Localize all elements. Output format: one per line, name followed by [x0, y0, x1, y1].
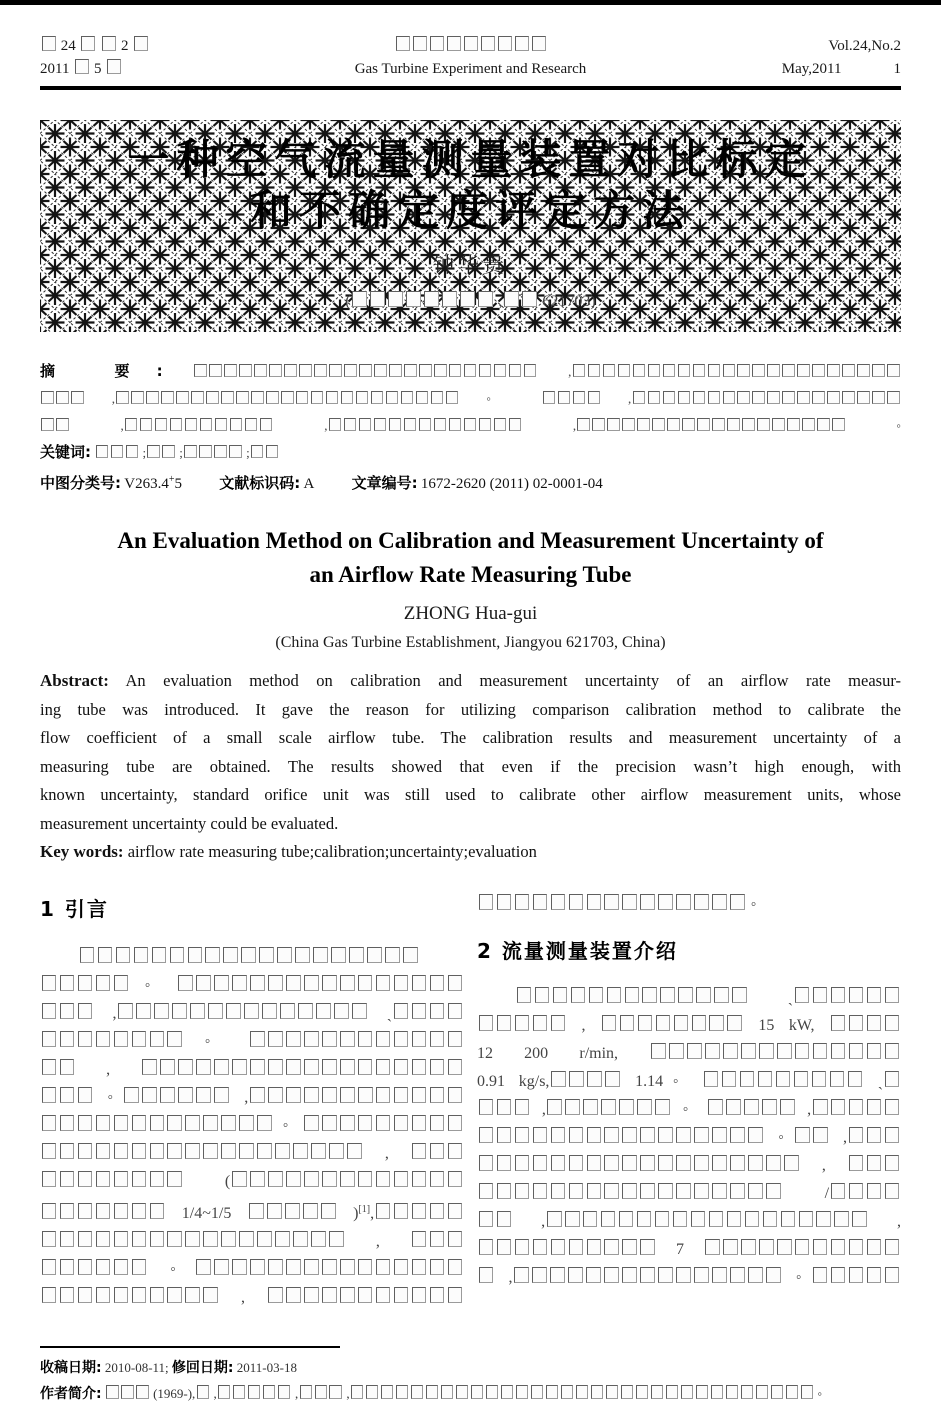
article-no-value: 1672-2620 (2011) 02-0001-04 — [420, 476, 603, 492]
article-title-cn-line2: 和不确定度评定方法 — [249, 186, 691, 235]
article-title-en-line1: An Evaluation Method on Calibration and Measurement Uncertainty of — [117, 528, 824, 553]
body-line — [40, 944, 464, 972]
abstract-en-line-3: flow coefficient of a small scale airflow tube. The calibration results and measurement uncertainty of a — [40, 728, 901, 747]
dates-line — [40, 1355, 901, 1381]
abstract-cn-label: 摘 要: — [40, 362, 163, 380]
clc-label: 中图分类号: — [40, 474, 121, 492]
classification-line — [40, 466, 901, 498]
body-line: ( — [40, 1168, 464, 1196]
body-line: / — [477, 1180, 901, 1208]
keywords-en-line: Key words: airflow rate measuring tube;calibration;uncertainty;evaluation — [40, 842, 537, 861]
section-2-heading: 2 流量测量装置介绍 — [477, 938, 678, 963]
body-line: , ˏ — [40, 1000, 464, 1028]
article-title-en-line2: an Airflow Rate Measuring Tube — [309, 562, 632, 587]
abstract-en-line-6: measurement uncertainty could be evaluated. — [40, 813, 339, 833]
body-line: 7 — [477, 1236, 901, 1264]
body-line: , 15 kW, — [477, 1012, 901, 1040]
volume-issue-en: Vol.24,No.2 — [828, 38, 901, 54]
body-line: , ◦ — [477, 1264, 901, 1292]
right-column — [477, 891, 901, 1312]
abstract-en-line-1: Abstract: An evaluation method on calibration and measurement uncertainty of an airflow rate measur- — [40, 671, 901, 690]
abstract-cn-line-1: 摘 要: , — [40, 358, 901, 385]
body-line: , — [40, 1056, 464, 1084]
journal-name-en: Gas Turbine Experiment and Research — [354, 61, 587, 77]
author-affiliation-cn: ( , 621703) — [345, 292, 596, 310]
body-line: ◦ — [477, 891, 901, 919]
date-en: May,2011 — [781, 61, 842, 77]
author-bio-line: 作者简介: (1969-), , , , ◦ — [40, 1385, 823, 1402]
revised-date-value: 2011-03-18 — [236, 1359, 297, 1375]
body-line: ◦ , — [477, 1124, 901, 1152]
english-abstract-block — [40, 667, 901, 867]
body-line: , — [40, 1140, 464, 1168]
header-rule — [40, 86, 901, 90]
keywords-cn-label: 关键词: — [40, 443, 91, 461]
keywords-cn-line: 关键词: ; ; ; — [40, 439, 901, 466]
page-top-rule — [0, 0, 941, 5]
abstract-cn-line-2: , ◦ , — [40, 385, 901, 412]
footnote-rule — [40, 1346, 340, 1348]
chinese-abstract-block — [40, 358, 901, 498]
body-line: 0.91 kg/s, 1.14◦ ˏ — [477, 1068, 901, 1096]
body-line: ◦ — [40, 1256, 464, 1284]
keywords-en-label: Key words: — [40, 842, 124, 861]
journal-name-cn — [260, 35, 681, 58]
body-line: , — [40, 1228, 464, 1256]
journal-header — [40, 35, 901, 81]
abstract-cn-line-3: , , , ◦ — [40, 412, 901, 439]
journal-header-center — [260, 35, 681, 81]
author-name-en: ZHONG Hua-gui — [403, 603, 538, 624]
abstract-en-line-2: ing tube was introduced. It gave the reason for utilizing comparison calibration method to calibrate the — [40, 699, 901, 719]
article-no-label: 文章编号: — [351, 474, 418, 492]
doc-code-label: 文献标识码: — [219, 474, 301, 492]
reference-marker: [1] — [358, 1203, 371, 1215]
body-line: ◦ — [40, 1112, 464, 1140]
body-line: , ◦ , — [477, 1096, 901, 1124]
body-line: , — [40, 1284, 464, 1312]
abstract-en-line-5: known uncertainty, standard orifice unit was still used to calibrate other airflow measurement units, whose — [40, 785, 901, 804]
body-line: ◦ , — [40, 1084, 464, 1112]
body-line: ◦ — [40, 1028, 464, 1056]
body-line: , , — [477, 1208, 901, 1236]
body-line: , — [477, 1152, 901, 1180]
left-column — [40, 891, 464, 1312]
abstract-en-line-4: measuring tube are obtained. The results showed that even if the precision wasn’t high enough, with — [40, 756, 901, 776]
received-date-value: 2010-08-11; — [104, 1359, 169, 1375]
article-title-cn-line1: 一种空气流量测量装置对比标定 — [127, 135, 814, 184]
doc-code-value: A — [303, 476, 315, 492]
section-1-heading: 1 引言 — [40, 896, 109, 921]
banner-content — [40, 120, 901, 311]
date-cn: 2011 5 — [40, 58, 260, 81]
title-banner — [40, 120, 901, 332]
author-affiliation-en: (China Gas Turbine Establishment, Jiangyou 621703, China) — [275, 634, 666, 651]
body-line: 12 200 r/min, — [477, 1040, 901, 1068]
body-line-with-reference: 1/4~1/5 )[1], — [40, 1196, 464, 1228]
page-number: 1 — [893, 61, 901, 77]
revised-date-label: 修回日期: — [171, 1359, 234, 1376]
volume-issue-cn: 24 2 — [40, 35, 260, 58]
page-content — [0, 35, 941, 1407]
author-bio-label: 作者简介: — [40, 1385, 102, 1402]
clc-value: V263.4+5 — [124, 474, 182, 492]
abstract-en-label: Abstract: — [40, 671, 109, 690]
body-line: ◦ — [40, 972, 464, 1000]
journal-header-left — [40, 35, 260, 81]
footnote-block — [40, 1346, 901, 1407]
body-columns — [40, 891, 901, 1312]
received-date-label: 收稿日期: — [40, 1359, 102, 1376]
journal-header-right — [681, 35, 901, 81]
body-line: ˏ — [477, 984, 901, 1012]
author-name-cn: 钟华贵 — [433, 253, 508, 277]
